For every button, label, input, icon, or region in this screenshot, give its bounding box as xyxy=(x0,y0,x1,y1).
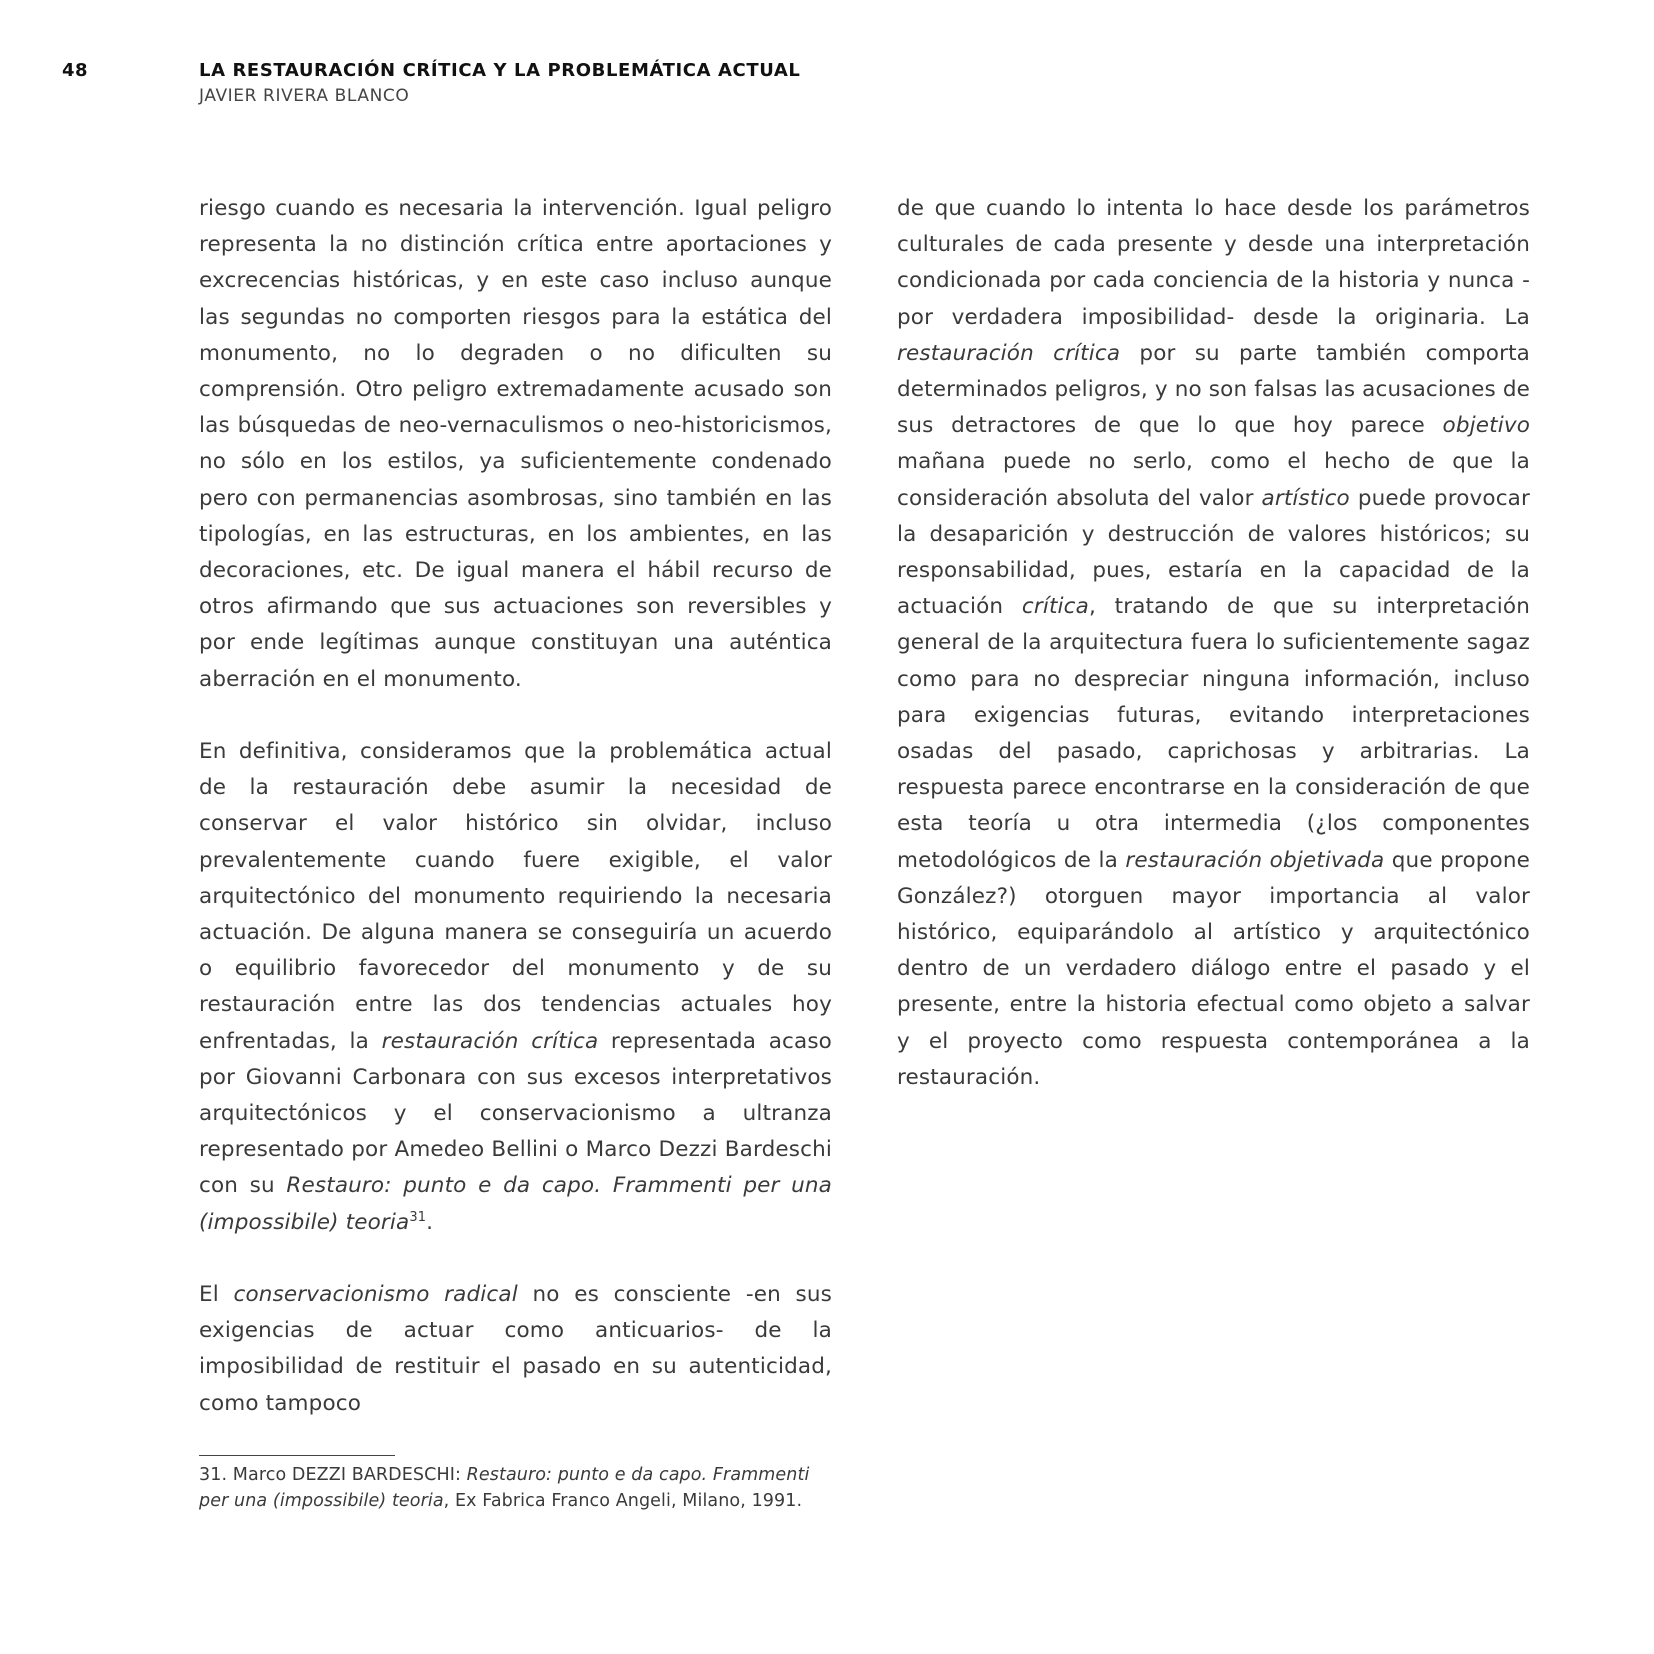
paragraph xyxy=(897,191,1530,1096)
italic-book-title: Restauro: punto e da capo. Frammenti per una (impossibile) teoria xyxy=(199,1173,832,1235)
page-number: 48 xyxy=(62,60,89,81)
italic-term: objetivo xyxy=(1442,413,1530,439)
italic-term: restauración crítica xyxy=(897,340,1121,366)
paragraph xyxy=(199,734,832,1241)
paragraph-text: mañana puede no serlo, como el hecho de que la consideración absoluta del valor xyxy=(897,449,1530,511)
footnote-reference: 31 xyxy=(409,1209,427,1225)
running-title: LA RESTAURACIÓN CRÍTICA Y LA PROBLEMÁTICA ACTUAL xyxy=(199,60,801,81)
left-column xyxy=(199,191,832,1422)
right-column xyxy=(897,191,1530,1096)
paragraph-text: no es consciente -en sus exigencias de actuar como anticuarios- de la imposibilidad de restituir el pasado en su autenticidad, como tampoco xyxy=(199,1282,833,1416)
paragraph-text: El xyxy=(199,1282,234,1308)
paragraph-text: de que cuando lo intenta lo hace desde los parámetros culturales de cada presente y desde una interpretación condicionada por cada conciencia de la historia y nunca -por verdadera imposibilidad- desde la originaria. La xyxy=(897,196,1530,330)
paragraph-text: riesgo cuando es necesaria la intervención. Igual peligro representa la no distinción crítica entre aportaciones y excrecencias históricas, y en este caso incluso aunque las segundas no comporten riesgos para la estática del monumento, no lo degraden o no dificulten su comprensión. Otro peligro extremadamente acusado son las búsquedas de neo-vernaculismos o neo-historicismos, no sólo en los estilos, ya suficientemente condenado pero con permanencias asombrosas, sino también en las tipologías, en las estructuras, en los ambientes, en las decoraciones, etc. De igual manera el hábil recurso de otros afirmando que sus actuaciones son reversibles y por ende legítimas aunque constituyan una auténtica aberración en el monumento. xyxy=(199,196,832,692)
paragraph-text: que propone González?) otorguen mayor importancia al valor histórico, equiparándolo al artístico y arquitectónico dentro de un verdadero diálogo entre el pasado y el presente, entre la historia efectual como objeto a salvar y el proyecto como respuesta contemporánea a la restauración. xyxy=(897,847,1531,1090)
paragraph-text: representada acaso por Giovanni Carbonara con sus excesos interpretativos arquitectónicos y el conservacionismo a ultranza representado por Amedeo Bellini o Marco Dezzi Bardeschi con su xyxy=(199,1028,832,1199)
running-author: JAVIER RIVERA BLANCO xyxy=(199,86,410,106)
italic-term: conservacionismo radical xyxy=(233,1282,518,1308)
paragraph-text: . xyxy=(426,1209,434,1235)
footnote xyxy=(199,1462,839,1514)
italic-term: artístico xyxy=(1261,485,1350,511)
italic-term: restauración objetivada xyxy=(1125,847,1385,873)
paragraph-text: En definitiva, consideramos que la problemática actual de la restauración debe asumir la necesidad de conservar el valor histórico sin olvidar, incluso prevalentemente cuando fuere exigible, el valor arquitectónico del monumento requiriendo la necesaria actuación. De alguna manera se conseguiría un acuerdo o equilibrio favorecedor del monumento y de su restauración entre las dos tendencias actuales hoy enfrentadas, la xyxy=(199,739,832,1054)
footnote-text: 31. Marco DEZZI BARDESCHI: xyxy=(199,1465,467,1485)
paragraph-text: , tratando de que su interpretación general de la arquitectura fuera lo suficientemente sagaz como para no despreciar ninguna información, incluso para exigencias futuras, evitando interpretaciones osadas del pasado, caprichosas y arbitrarias. La respuesta parece encontrarse en la consideración de que esta teoría u otra intermedia (¿los componentes metodológicos de la xyxy=(897,594,1530,873)
footnote-italic-title: Restauro: punto e da capo. Frammenti per una (impossibile) teoria xyxy=(199,1465,810,1511)
footnote-separator xyxy=(199,1455,395,1456)
italic-term: crítica xyxy=(1021,594,1089,620)
italic-term: restauración crítica xyxy=(381,1028,599,1054)
paragraph xyxy=(199,1277,832,1422)
paragraph-text: por su parte también comporta determinados peligros, y no son falsas las acusaciones de sus detractores de que lo que hoy parece xyxy=(897,340,1530,439)
footnote-text: , Ex Fabrica Franco Angeli, Milano, 1991. xyxy=(443,1491,803,1511)
paragraph xyxy=(199,191,832,698)
paragraph-text: puede provocar la desaparición y destrucción de valores históricos; su responsabilidad, pues, estaría en la capacidad de la actuación xyxy=(897,485,1530,620)
